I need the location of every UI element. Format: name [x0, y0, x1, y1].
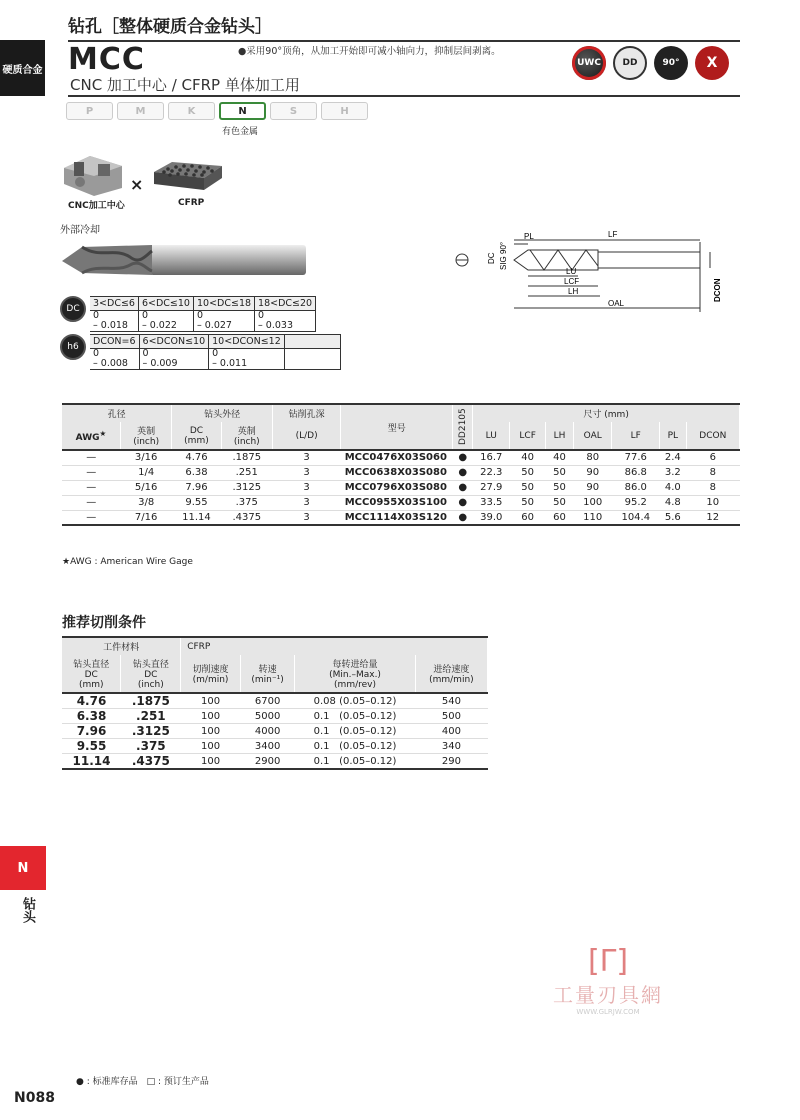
col-feedrate: 进给速度 (mm/min): [415, 655, 487, 693]
cell-lf: 95.2: [612, 495, 660, 510]
cell-dc: 4.76: [172, 450, 221, 465]
cell-dcon: 6: [686, 450, 739, 465]
tol-lower: – 0.027: [193, 321, 254, 332]
cell-vc: 100: [181, 754, 241, 770]
cell-pl: 5.6: [660, 510, 686, 525]
cell-stock: ●: [453, 465, 473, 480]
cell-lcf: 50: [510, 480, 546, 495]
cutting-conditions-table: [62, 636, 488, 770]
cell-inch: 7/16: [120, 510, 171, 525]
cell-inch2: .4375: [221, 510, 272, 525]
watermark: [538, 945, 678, 1016]
cell-dc: 6.38: [62, 709, 121, 724]
awg-note: ★AWG : American Wire Gage: [62, 557, 193, 567]
cell-lf: 104.4: [612, 510, 660, 525]
coolant-label: 外部冷却: [60, 225, 100, 236]
cell-vf: 400: [415, 724, 487, 739]
table-row: [62, 450, 740, 465]
feature-note: ●采用90°顶角，从加工开始即可减小轴向力，抑制层间剥离。: [238, 46, 501, 57]
section-label-drill: 钻头: [20, 897, 35, 923]
section-tab-n: N: [0, 846, 46, 890]
side-tab-carbide: 硬质合金: [0, 40, 45, 96]
cell-vf: 540: [415, 693, 487, 709]
cell-dc: 11.14: [172, 510, 221, 525]
material-p: P: [66, 102, 113, 120]
watermark-text: 工量刃具網: [553, 983, 663, 1007]
lh-label: LH: [568, 287, 579, 296]
tol-upper: 0: [90, 311, 138, 322]
subtitle: CNC 加工中心 / CFRP 单体加工用: [70, 76, 300, 94]
group-hole: 孔径: [62, 404, 172, 422]
cell-vf: 290: [415, 754, 487, 770]
recommended-title: 推荐切削条件: [62, 615, 146, 631]
drill-dimension-diagram: [448, 222, 738, 322]
cell-vf: 500: [415, 709, 487, 724]
lcf-label: LCF: [564, 277, 580, 286]
tol-upper: 0: [90, 349, 139, 360]
col-rpm: 转速 (min⁻¹): [240, 655, 294, 693]
cell-inch: .4375: [121, 754, 181, 770]
material-note: 有色金属: [222, 127, 259, 137]
lf-label: LF: [608, 230, 618, 239]
col-pl: PL: [660, 422, 686, 450]
drill-image: [60, 237, 310, 283]
material-header: CFRP: [181, 637, 488, 655]
tol-lower: – 0.008: [90, 359, 139, 370]
cell-stock: ●: [453, 510, 473, 525]
cell-oal: 100: [573, 495, 611, 510]
cell-lf: 86.8: [612, 465, 660, 480]
cell-lcf: 50: [510, 465, 546, 480]
workpiece-header: 工件材料: [62, 637, 181, 655]
cell-inch: .251: [121, 709, 181, 724]
cell-lh: 50: [546, 465, 574, 480]
cell-f: 0.08 (0.05–0.12): [295, 693, 416, 709]
cell-awg: —: [62, 495, 120, 510]
cell-dc: 6.38: [172, 465, 221, 480]
cell-lu: 22.3: [473, 465, 510, 480]
cell-n: 4000: [240, 724, 294, 739]
cell-n: 3400: [240, 739, 294, 754]
cell-n: 2900: [240, 754, 294, 770]
cnc-label: CNC加工中心: [68, 201, 125, 211]
cell-lh: 40: [546, 450, 574, 465]
cell-ld: 3: [272, 495, 340, 510]
cell-lu: 16.7: [473, 450, 510, 465]
cell-oal: 80: [573, 450, 611, 465]
uwc-icon: UWC: [572, 46, 606, 80]
col-feed: 每转进给量 (Min.–Max.) (mm/rev): [295, 655, 416, 693]
category-title: 钻孔［整体硬质合金钻头］: [68, 17, 272, 37]
cell-inch2: .3125: [221, 480, 272, 495]
times-symbol: ×: [130, 175, 144, 194]
cell-stock: ●: [453, 450, 473, 465]
point-angle-icon: 90°: [654, 46, 688, 80]
cell-lh: 50: [546, 495, 574, 510]
cell-vc: 100: [181, 709, 241, 724]
cell-model: MCC0476X03S060: [341, 450, 453, 465]
cell-lf: 77.6: [612, 450, 660, 465]
cell-dcon: 8: [686, 480, 739, 495]
col-lf: LF: [612, 422, 660, 450]
oal-label: OAL: [608, 299, 625, 308]
cell-model: MCC0955X03S100: [341, 495, 453, 510]
col-ld: (L/D): [272, 422, 340, 450]
cfrp-panel-image: [152, 160, 224, 194]
col-dc-mm: 钻头直径 DC (mm): [62, 655, 121, 693]
tol-lower: – 0.033: [255, 321, 316, 332]
cell-model: MCC0638X03S080: [341, 465, 453, 480]
dc-tolerance-icon: DC: [60, 296, 86, 322]
cell-inch: 5/16: [120, 480, 171, 495]
divider: [68, 40, 740, 42]
page-number: N088: [14, 1090, 55, 1106]
tol-empty: [284, 335, 340, 349]
col-speed: 切削速度 (m/min): [181, 655, 241, 693]
tol-empty: [284, 359, 340, 370]
cfrp-label: CFRP: [178, 198, 205, 208]
table-row: [62, 693, 488, 709]
cell-n: 6700: [240, 693, 294, 709]
table-row: [62, 739, 488, 754]
dcon-label: DCON: [713, 278, 722, 302]
cnc-machine-image: [60, 148, 128, 198]
cell-dcon: 8: [686, 465, 739, 480]
cell-inch2: .1875: [221, 450, 272, 465]
cell-f: 0.1 (0.05–0.12): [295, 709, 416, 724]
dc-label: DC: [487, 252, 496, 264]
cell-dc: 9.55: [62, 739, 121, 754]
product-table: [62, 403, 740, 526]
cell-inch2: .251: [221, 465, 272, 480]
tol-lower: – 0.022: [138, 321, 193, 332]
cell-lcf: 60: [510, 510, 546, 525]
group-drill-od: 钻头外径: [172, 404, 273, 422]
cell-oal: 90: [573, 480, 611, 495]
cell-dc: 7.96: [62, 724, 121, 739]
cell-dcon: 10: [686, 495, 739, 510]
group-dims: 尺寸 (mm): [473, 404, 740, 422]
table-row: [62, 724, 488, 739]
cell-dc: 11.14: [62, 754, 121, 770]
col-dc-inch: 钻头直径 DC (inch): [121, 655, 181, 693]
cell-vc: 100: [181, 693, 241, 709]
material-m: M: [117, 102, 164, 120]
cell-ld: 3: [272, 480, 340, 495]
table-row: [62, 465, 740, 480]
cell-inch: .3125: [121, 724, 181, 739]
cell-vc: 100: [181, 739, 241, 754]
tolerance-table: [60, 296, 380, 370]
cell-vf: 340: [415, 739, 487, 754]
tol-lower: – 0.011: [209, 359, 285, 370]
cell-inch: 3/8: [120, 495, 171, 510]
tol-header: 6<DCON≤10: [139, 335, 209, 349]
material-n: N: [219, 102, 266, 120]
cell-inch: 1/4: [120, 465, 171, 480]
cell-lu: 39.0: [473, 510, 510, 525]
table-row: [62, 510, 740, 525]
model-name: MCC: [68, 42, 145, 77]
pl-label: PL: [524, 232, 534, 241]
cell-pl: 3.2: [660, 465, 686, 480]
lu-label: LU: [566, 267, 577, 276]
cell-inch2: .375: [221, 495, 272, 510]
tol-header: 10<DCON≤12: [209, 335, 285, 349]
h6-tolerance-icon: h6: [60, 334, 86, 360]
sig-label: SIG 90°: [499, 241, 508, 270]
col-inch: 英制 (inch): [120, 422, 171, 450]
tol-lower: – 0.018: [90, 321, 138, 332]
col-dcon: DCON: [686, 422, 739, 450]
col-lu: LU: [473, 422, 510, 450]
cell-awg: —: [62, 465, 120, 480]
col-oal: OAL: [573, 422, 611, 450]
cell-dc: 7.96: [172, 480, 221, 495]
cell-dc: 9.55: [172, 495, 221, 510]
col-dc: DC (mm): [172, 422, 221, 450]
tol-header: 6<DC≤10: [138, 297, 193, 311]
tol-upper: 0: [209, 349, 285, 360]
cell-awg: —: [62, 480, 120, 495]
table-row: [62, 709, 488, 724]
cell-oal: 90: [573, 465, 611, 480]
cell-lf: 86.0: [612, 480, 660, 495]
tol-upper: 0: [138, 311, 193, 322]
cell-vc: 100: [181, 724, 241, 739]
tol-empty: [284, 349, 340, 360]
cell-pl: 4.0: [660, 480, 686, 495]
tol-upper: 0: [255, 311, 316, 322]
cell-inch: .375: [121, 739, 181, 754]
cell-lh: 60: [546, 510, 574, 525]
tol-header: 10<DC≤18: [193, 297, 254, 311]
tol-upper: 0: [139, 349, 209, 360]
cell-lcf: 50: [510, 495, 546, 510]
cell-awg: —: [62, 510, 120, 525]
tol-header: DCON=6: [90, 335, 139, 349]
dd-icon: DD: [613, 46, 647, 80]
tol-lower: – 0.009: [139, 359, 209, 370]
col-awg: AWG★: [62, 422, 120, 450]
group-model: 型号: [341, 404, 453, 450]
x-point-icon: X: [695, 46, 729, 80]
legend: ● : 标准库存品 □ : 预订生产品: [76, 1077, 209, 1087]
tol-upper: 0: [193, 311, 254, 322]
cell-pl: 4.8: [660, 495, 686, 510]
group-depth: 钻削孔深: [272, 404, 340, 422]
material-selector: [66, 102, 368, 120]
cell-stock: ●: [453, 495, 473, 510]
cell-ld: 3: [272, 465, 340, 480]
cell-ld: 3: [272, 450, 340, 465]
cell-n: 5000: [240, 709, 294, 724]
tol-header: 3<DC≤6: [90, 297, 138, 311]
cell-lh: 50: [546, 480, 574, 495]
watermark-url: WWW.GLRJW.COM: [576, 1008, 640, 1016]
cell-dcon: 12: [686, 510, 739, 525]
watermark-logo: [ᒥ]: [587, 944, 629, 979]
feature-badges: [572, 46, 729, 80]
cell-f: 0.1 (0.05–0.12): [295, 724, 416, 739]
cell-inch: 3/16: [120, 450, 171, 465]
cell-lcf: 40: [510, 450, 546, 465]
cell-f: 0.1 (0.05–0.12): [295, 754, 416, 770]
col-lcf: LCF: [510, 422, 546, 450]
cell-oal: 110: [573, 510, 611, 525]
cell-lu: 27.9: [473, 480, 510, 495]
divider: [68, 95, 740, 97]
col-inch2: 英制 (inch): [221, 422, 272, 450]
col-lh: LH: [546, 422, 574, 450]
cell-lu: 33.5: [473, 495, 510, 510]
cell-f: 0.1 (0.05–0.12): [295, 739, 416, 754]
material-h: H: [321, 102, 368, 120]
material-s: S: [270, 102, 317, 120]
table-row: [62, 754, 488, 770]
cell-inch: .1875: [121, 693, 181, 709]
cell-pl: 2.4: [660, 450, 686, 465]
cell-model: MCC0796X03S080: [341, 480, 453, 495]
table-row: [62, 495, 740, 510]
tol-header: 18<DC≤20: [255, 297, 316, 311]
cell-dc: 4.76: [62, 693, 121, 709]
group-stock: DD2105: [453, 404, 473, 450]
cell-model: MCC1114X03S120: [341, 510, 453, 525]
cell-ld: 3: [272, 510, 340, 525]
cell-stock: ●: [453, 480, 473, 495]
cell-awg: —: [62, 450, 120, 465]
material-k: K: [168, 102, 215, 120]
table-row: [62, 480, 740, 495]
